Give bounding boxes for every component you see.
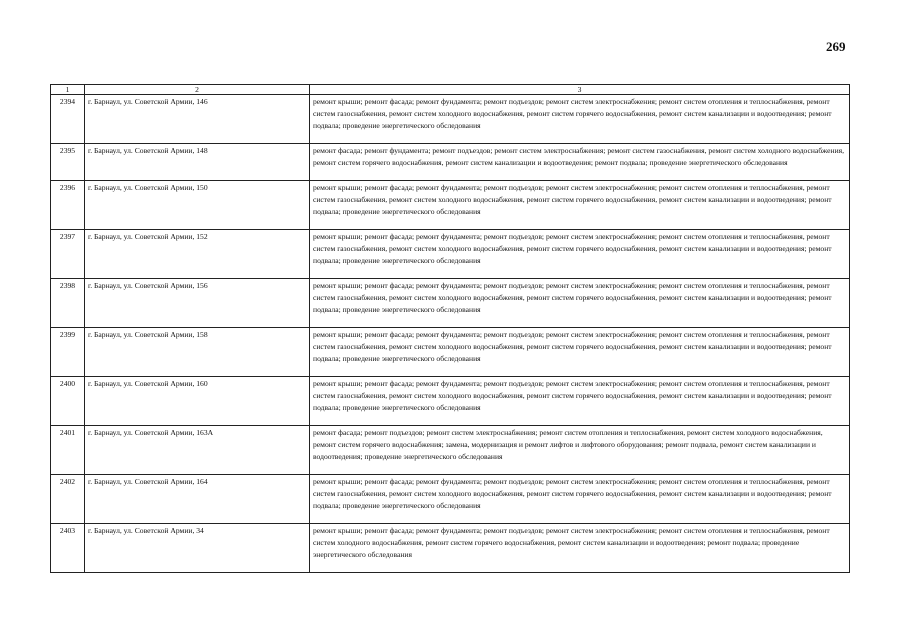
row-works: ремонт крыши; ремонт фасада; ремонт фундамента; ремонт подъездов; ремонт систем электроснабжения; ремонт систем отопления и теплоснабжения, ремонт систем газоснабжения, ремонт систем холодного водоснабжения, ремонт систем горячего водоснабжения, ремонт систем канализации и водоотведения; ремонт подвала; проведение энергетического обследования bbox=[310, 181, 850, 230]
row-address: г. Барнаул, ул. Советской Армии, 164 bbox=[85, 475, 310, 524]
table-row bbox=[51, 328, 850, 377]
works-table bbox=[50, 84, 850, 573]
row-address: г. Барнаул, ул. Советской Армии, 152 bbox=[85, 230, 310, 279]
row-address: г. Барнаул, ул. Советской Армии, 158 bbox=[85, 328, 310, 377]
page-number: 269 bbox=[826, 39, 846, 54]
row-address: г. Барнаул, ул. Советской Армии, 148 bbox=[85, 144, 310, 181]
row-address: г. Барнаул, ул. Советской Армии, 156 bbox=[85, 279, 310, 328]
table-header-row bbox=[51, 85, 850, 95]
table-row bbox=[51, 230, 850, 279]
table-row bbox=[51, 279, 850, 328]
row-works: ремонт крыши; ремонт фасада; ремонт фундамента; ремонт подъездов; ремонт систем электроснабжения; ремонт систем отопления и теплоснабжения, ремонт систем холодного водоснабжения, ремонт систем горячего водоснабжения, ремонт систем канализации и водоотведения; ремонт подвала; проведение энергетического обследования bbox=[310, 524, 850, 573]
row-number: 2402 bbox=[51, 475, 85, 524]
row-number: 2400 bbox=[51, 377, 85, 426]
row-works: ремонт крыши; ремонт фасада; ремонт фундамента; ремонт подъездов; ремонт систем электроснабжения; ремонт систем отопления и теплоснабжения, ремонт систем газоснабжения, ремонт систем холодного водоснабжения, ремонт систем горячего водоснабжения, ремонт систем канализации и водоотведения; ремонт подвала; проведение энергетического обследования bbox=[310, 95, 850, 144]
row-number: 2403 bbox=[51, 524, 85, 573]
table-row bbox=[51, 524, 850, 573]
row-address: г. Барнаул, ул. Советской Армии, 160 bbox=[85, 377, 310, 426]
row-works: ремонт крыши; ремонт фасада; ремонт фундамента; ремонт подъездов; ремонт систем электроснабжения; ремонт систем отопления и теплоснабжения, ремонт систем газоснабжения, ремонт систем холодного водоснабжения, ремонт систем горячего водоснабжения, ремонт систем канализации и водоотведения; ремонт подвала; проведение энергетического обследования bbox=[310, 230, 850, 279]
table-row bbox=[51, 426, 850, 475]
row-works: ремонт крыши; ремонт фасада; ремонт фундамента; ремонт подъездов; ремонт систем электроснабжения; ремонт систем отопления и теплоснабжения, ремонт систем газоснабжения, ремонт систем холодного водоснабжения, ремонт систем горячего водоснабжения, ремонт систем канализации и водоотведения; ремонт подвала; проведение энергетического обследования bbox=[310, 328, 850, 377]
row-number: 2401 bbox=[51, 426, 85, 475]
row-works: ремонт крыши; ремонт фасада; ремонт фундамента; ремонт подъездов; ремонт систем электроснабжения; ремонт систем отопления и теплоснабжения, ремонт систем газоснабжения, ремонт систем холодного водоснабжения, ремонт систем горячего водоснабжения, ремонт систем канализации и водоотведения; ремонт подвала; проведение энергетического обследования bbox=[310, 475, 850, 524]
table-row bbox=[51, 475, 850, 524]
column-header-1: 1 bbox=[51, 85, 85, 95]
row-number: 2394 bbox=[51, 95, 85, 144]
table-row bbox=[51, 144, 850, 181]
table-row bbox=[51, 181, 850, 230]
row-works: ремонт фасада; ремонт фундамента; ремонт подъездов; ремонт систем электроснабжения; ремонт систем газоснабжения, ремонт систем холодного водоснабжения, ремонт систем горячего водоснабжения, ремонт систем канализации и водоотведения; ремонт подвала; проведение энергетического обследования bbox=[310, 144, 850, 181]
row-works: ремонт крыши; ремонт фасада; ремонт фундамента; ремонт подъездов; ремонт систем электроснабжения; ремонт систем отопления и теплоснабжения, ремонт систем газоснабжения, ремонт систем холодного водоснабжения, ремонт систем горячего водоснабжения, ремонт систем канализации и водоотведения; ремонт подвала; проведение энергетического обследования bbox=[310, 377, 850, 426]
row-works: ремонт фасада; ремонт подъездов; ремонт систем электроснабжения; ремонт систем отопления и теплоснабжения, ремонт систем холодного водоснабжения, ремонт систем горячего водоснабжения; замена, модернизация и ремонт лифтов и лифтового оборудования; ремонт подвала, ремонт систем канализации и водоотведения; проведение энергетического обследования bbox=[310, 426, 850, 475]
row-number: 2397 bbox=[51, 230, 85, 279]
row-address: г. Барнаул, ул. Советской Армии, 163А bbox=[85, 426, 310, 475]
row-works: ремонт крыши; ремонт фасада; ремонт фундамента; ремонт подъездов; ремонт систем электроснабжения; ремонт систем отопления и теплоснабжения, ремонт систем газоснабжения, ремонт систем холодного водоснабжения, ремонт систем горячего водоснабжения, ремонт систем канализации и водоотведения; ремонт подвала; проведение энергетического обследования bbox=[310, 279, 850, 328]
row-address: г. Барнаул, ул. Советской Армии, 34 bbox=[85, 524, 310, 573]
table-row bbox=[51, 95, 850, 144]
column-header-2: 2 bbox=[85, 85, 310, 95]
row-address: г. Барнаул, ул. Советской Армии, 150 bbox=[85, 181, 310, 230]
column-header-3: 3 bbox=[310, 85, 850, 95]
row-number: 2395 bbox=[51, 144, 85, 181]
row-number: 2398 bbox=[51, 279, 85, 328]
row-address: г. Барнаул, ул. Советской Армии, 146 bbox=[85, 95, 310, 144]
row-number: 2399 bbox=[51, 328, 85, 377]
table-row bbox=[51, 377, 850, 426]
row-number: 2396 bbox=[51, 181, 85, 230]
